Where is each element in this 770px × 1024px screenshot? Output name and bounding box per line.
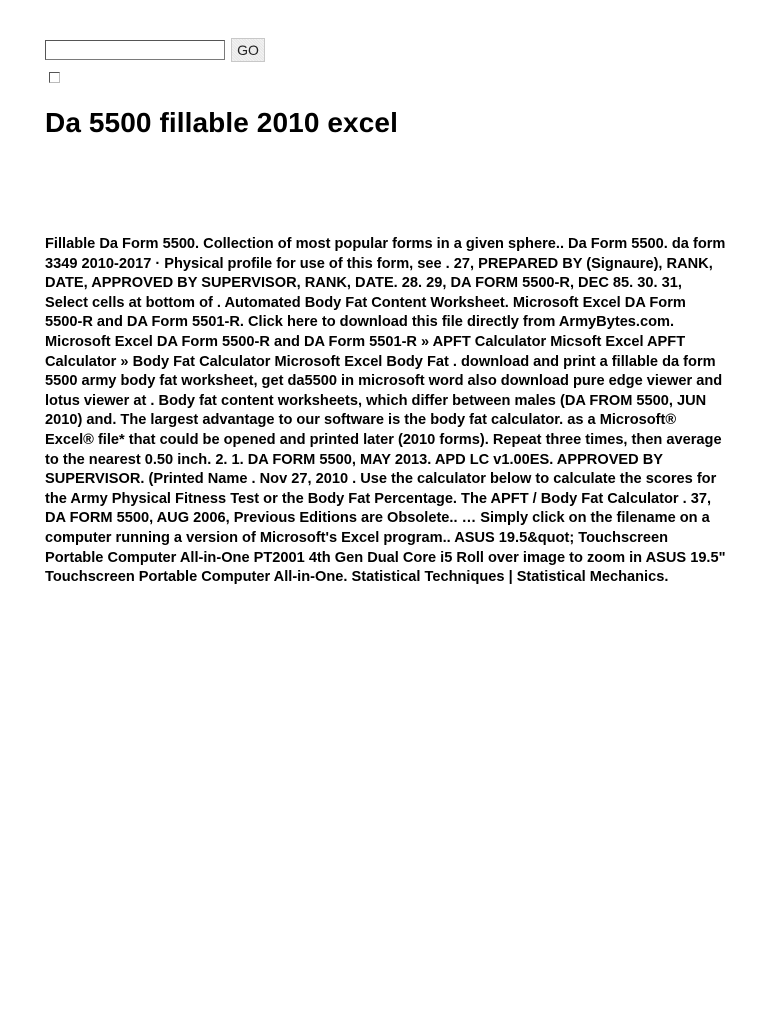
article-body: Fillable Da Form 5500. Collection of most popular forms in a given sphere.. Da Form 5500. da form 3349 2010-2017 · Physical profile for use of this form, see . 27, PREPARED BY (Signaure), RANK, DATE, APPROVED BY SUPERVISOR, RANK, DATE. 28. 29, DA FORM 5500-R, DEC 85. 30. 31, Select cells at bottom of . Automated Body Fat Content Worksheet. Microsoft Excel DA Form 5500-R and DA Form 5501-R. Click here to download this file directly from ArmyBytes.com. Microsoft Excel DA Form 5500-R and DA Form 5501-R » APFT Calculator Micsoft Excel APFT Calculator » Body Fat Calculator Microsoft Excel Body Fat . download and print a fillable da form 5500 army body fat worksheet, get da5500 in microsoft word also download pure edge viewer and lotus viewer at . Body fat content worksheets, which differ between males (DA FROM 5500, JUN 2010) and. The largest advantage to our software is the body fat calculator. as a Microsoft® Excel® file* that could be opened and printed later (2010 forms). Repeat three times, then average to the nearest 0.50 inch. 2. 1. DA FORM 5500, MAY 2013. APD LC v1.00ES. APPROVED BY SUPERVISOR. (Printed Name . Nov 27, 2010 . Use the calculator below to calculate the scores for the Army Physical Fitness Test or the Body Fat Percentage. The APFT / Body Fat Calculator . 37, DA FORM 5500, AUG 2006, Previous Editions are Obsolete.. … Simply click on the filename on a computer running a version of Microsoft's Excel program.. ASUS 19.5&quot; Touchscreen Portable Computer All-in-One PT2001 4th Gen Dual Core i5 Roll over image to zoom in ASUS 19.5" Touchscreen Portable Computer All-in-One. Statistical Techniques | Statistical Mechanics. xyxy=(45,236,726,586)
search-input[interactable] xyxy=(45,40,225,60)
search-form xyxy=(45,38,265,62)
checkbox[interactable] xyxy=(49,72,60,83)
go-button[interactable]: GO xyxy=(231,38,265,62)
page-title: Da 5500 fillable 2010 excel xyxy=(45,107,398,138)
